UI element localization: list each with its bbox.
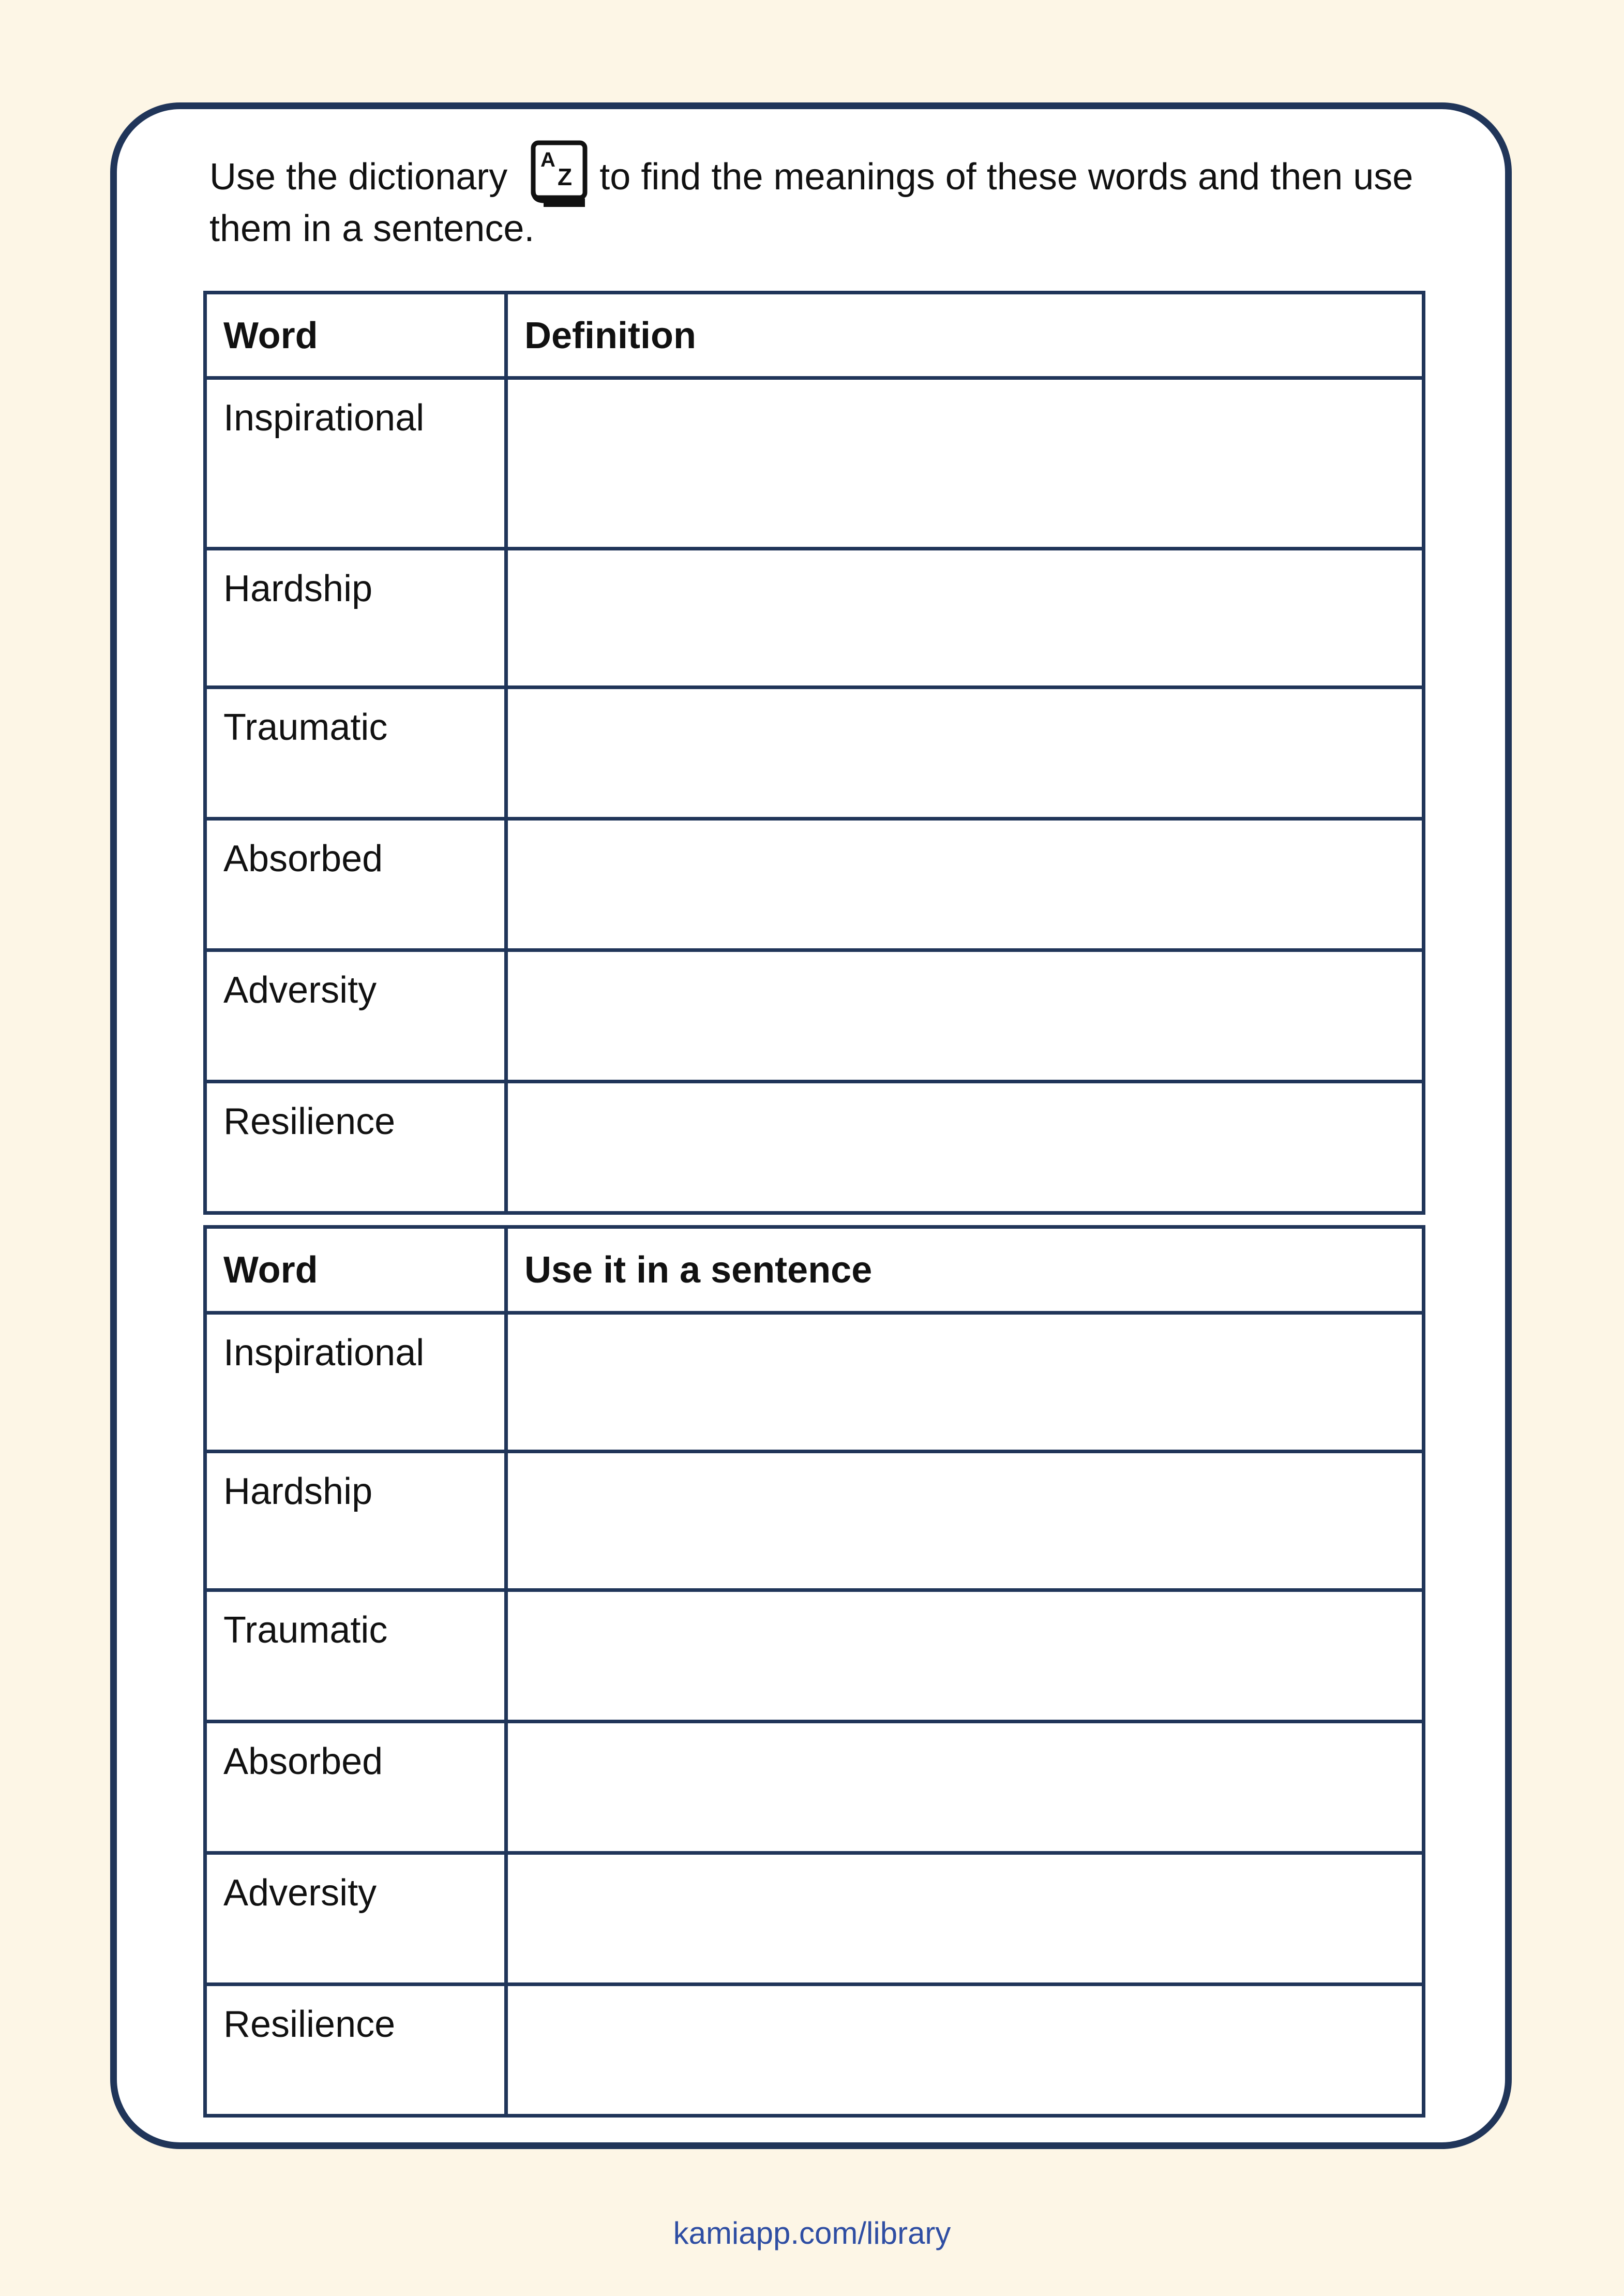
word-cell: Inspirational	[205, 1313, 506, 1452]
table-header-row	[205, 293, 1424, 378]
column-header-definition: Definition	[506, 293, 1424, 378]
table-row	[205, 549, 1424, 688]
definition-cell[interactable]	[506, 950, 1424, 1082]
table-row	[205, 1722, 1424, 1853]
sentence-cell[interactable]	[506, 1853, 1424, 1985]
definition-table	[203, 291, 1425, 1215]
definition-cell[interactable]	[506, 1082, 1424, 1213]
sentence-table	[203, 1225, 1425, 2118]
column-header-word: Word	[205, 293, 506, 378]
table-row	[205, 1985, 1424, 2116]
table-row	[205, 1082, 1424, 1213]
footer-link[interactable]: kamiapp.com/library	[673, 2216, 951, 2250]
table-row	[205, 1452, 1424, 1590]
word-cell: Traumatic	[205, 688, 506, 819]
definition-cell[interactable]	[506, 688, 1424, 819]
sentence-cell[interactable]	[506, 1985, 1424, 2116]
table-row	[205, 819, 1424, 950]
word-cell: Adversity	[205, 950, 506, 1082]
definition-cell[interactable]	[506, 819, 1424, 950]
instructions	[209, 148, 1430, 255]
column-header-sentence: Use it in a sentence	[506, 1227, 1424, 1313]
word-cell: Resilience	[205, 1985, 506, 2116]
word-cell: Hardship	[205, 1452, 506, 1590]
word-cell: Traumatic	[205, 1590, 506, 1722]
svg-text:A: A	[540, 148, 556, 171]
sentence-cell[interactable]	[506, 1590, 1424, 1722]
word-cell: Adversity	[205, 1853, 506, 1985]
svg-text:Z: Z	[558, 163, 573, 190]
definition-cell[interactable]	[506, 378, 1424, 549]
sentence-cell[interactable]	[506, 1722, 1424, 1853]
instructions-text-start: Use the dictionary	[209, 156, 508, 198]
sentence-cell[interactable]	[506, 1313, 1424, 1452]
dictionary-az-icon	[529, 140, 590, 208]
word-cell: Absorbed	[205, 819, 506, 950]
word-cell: Inspirational	[205, 378, 506, 549]
column-header-word: Word	[205, 1227, 506, 1313]
word-cell: Absorbed	[205, 1722, 506, 1853]
sentence-cell[interactable]	[506, 1452, 1424, 1590]
table-row	[205, 1590, 1424, 1722]
word-cell: Hardship	[205, 549, 506, 688]
table-row	[205, 378, 1424, 549]
word-cell: Resilience	[205, 1082, 506, 1213]
instructions-text-end: to find the meanings of these words and then use them in a sentence.	[209, 156, 1414, 249]
table-row	[205, 1313, 1424, 1452]
table-row	[205, 1853, 1424, 1985]
definition-cell[interactable]	[506, 549, 1424, 688]
table-row	[205, 950, 1424, 1082]
table-header-row	[205, 1227, 1424, 1313]
table-row	[205, 688, 1424, 819]
